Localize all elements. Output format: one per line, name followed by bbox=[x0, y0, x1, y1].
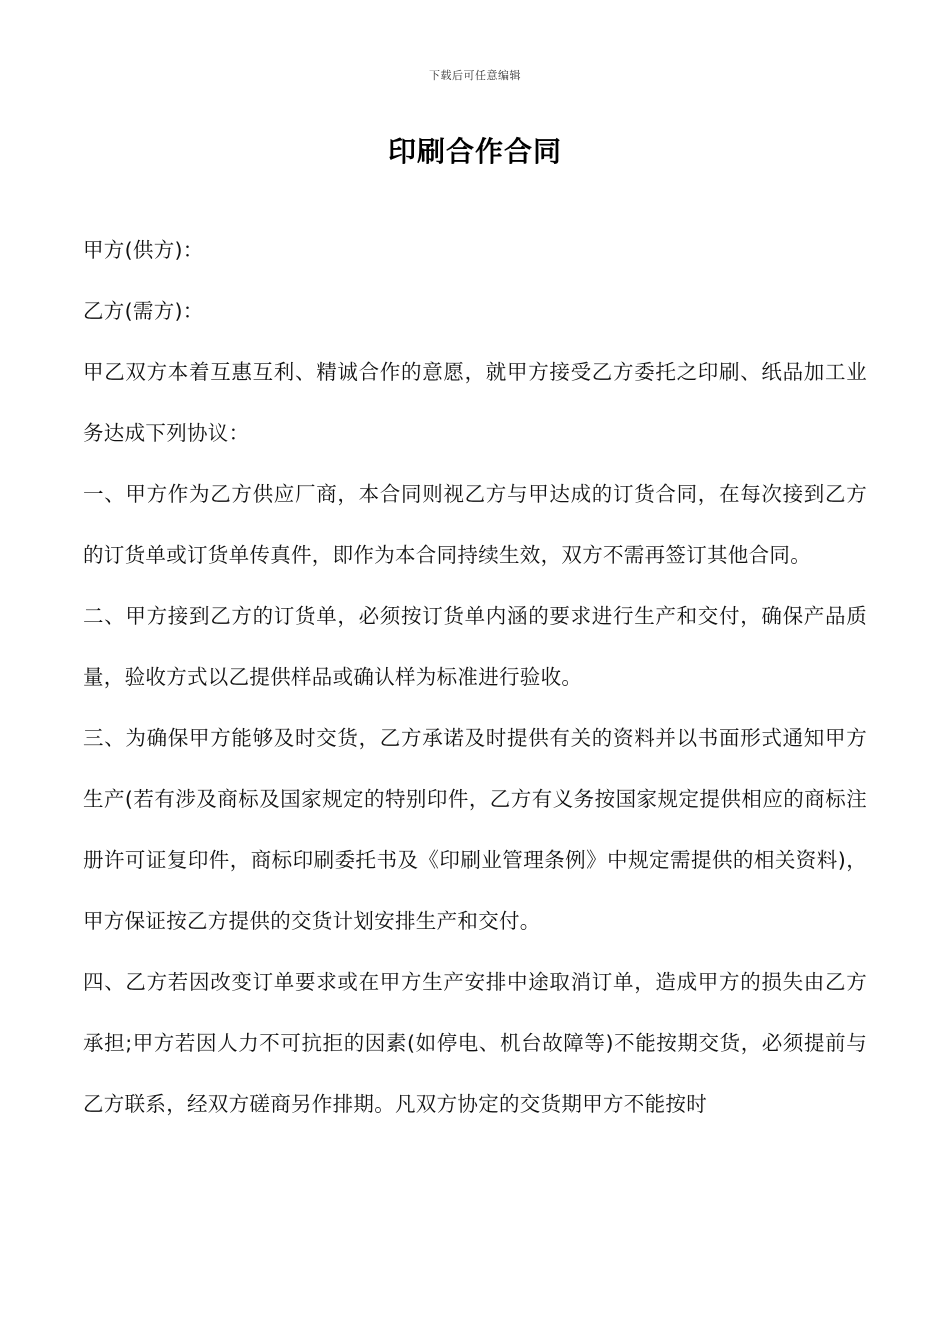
party-a-line: 甲方(供方)： bbox=[83, 238, 204, 262]
clause-1: 一、甲方作为乙方供应厂商，本合同则视乙方与甲达成的订货合同，在每次接到乙方的订货单或订货单传真件，即作为本合同持续生效，双方不需再签订其他合同。 bbox=[83, 482, 867, 567]
party-b-line: 乙方(需方)： bbox=[83, 299, 204, 323]
document-body bbox=[83, 220, 867, 1135]
clause-2: 二、甲方接到乙方的订货单，必须按订货单内涵的要求进行生产和交付，确保产品质量，验收方式以乙提供样品或确认样为标准进行验收。 bbox=[83, 604, 867, 689]
clause-4: 四、乙方若因改变订单要求或在甲方生产安排中途取消订单，造成甲方的损失由乙方承担;甲方若因人力不可抗拒的因素(如停电、机台故障等)不能按期交货，必须提前与乙方联系，经双方磋商另作排期。凡双方协定的交货期甲方不能按时 bbox=[83, 970, 867, 1116]
document-title: 印刷合作合同 bbox=[387, 135, 562, 168]
header-note: 下载后可任意编辑 bbox=[429, 69, 521, 82]
clause-3: 三、为确保甲方能够及时交货，乙方承诺及时提供有关的资料并以书面形式通知甲方生产(若有涉及商标及国家规定的特别印件，乙方有义务按国家规定提供相应的商标注册许可证复印件，商标印刷委托书及《印刷业管理条例》中规定需提供的相关资料)，甲方保证按乙方提供的交货计划安排生产和交付。 bbox=[83, 726, 867, 933]
preamble-paragraph: 甲乙双方本着互惠互利、精诚合作的意愿，就甲方接受乙方委托之印刷、纸品加工业务达成下列协议： bbox=[83, 360, 867, 445]
